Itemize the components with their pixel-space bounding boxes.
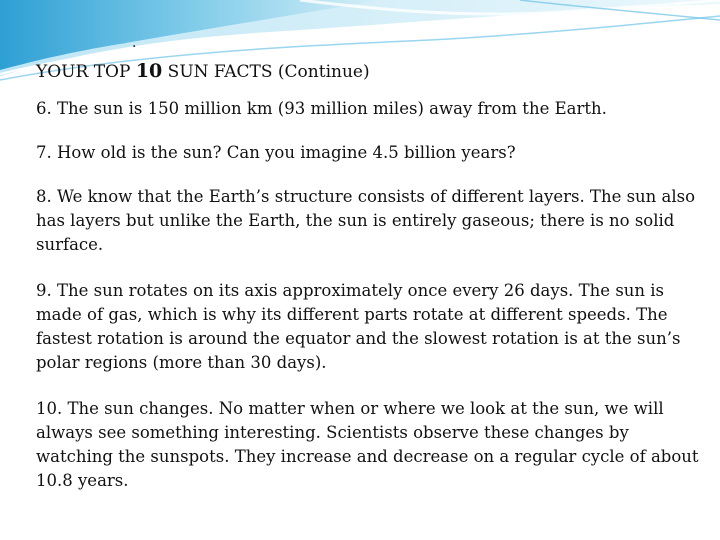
stray-dot: . <box>132 35 137 51</box>
slide-title <box>36 60 700 83</box>
fact-9: 9. The sun rotates on its axis approximately once every 26 days. The sun is made of gas, which is why its different parts rotate at different speeds. The fastest rotation is around the equator and the slowest rotation is at the sun’s polar regions (more than 30 days). <box>36 281 681 372</box>
fact-10: 10. The sun changes. No matter when or where we look at the sun, we will always see something interesting. Scientists observe these changes by watching the sunspots. They increase and decrease on a regular cycle of about 10.8 years. <box>36 399 699 490</box>
fact-6: 6. The sun is 150 million km (93 million miles) away from the Earth. <box>36 99 607 118</box>
fact-7: 7. How old is the sun? Can you imagine 4.5 billion years? <box>36 143 516 162</box>
title-suffix: SUN FACTS (Continue) <box>167 62 370 82</box>
fact-8: 8. We know that the Earth’s structure consists of different layers. The sun also has layers but unlike the Earth, the sun is entirely gaseous; there is no solid surface. <box>36 187 696 254</box>
slide-body <box>36 60 700 493</box>
title-prefix: YOUR TOP <box>36 62 131 82</box>
title-number: 10 <box>135 60 163 82</box>
